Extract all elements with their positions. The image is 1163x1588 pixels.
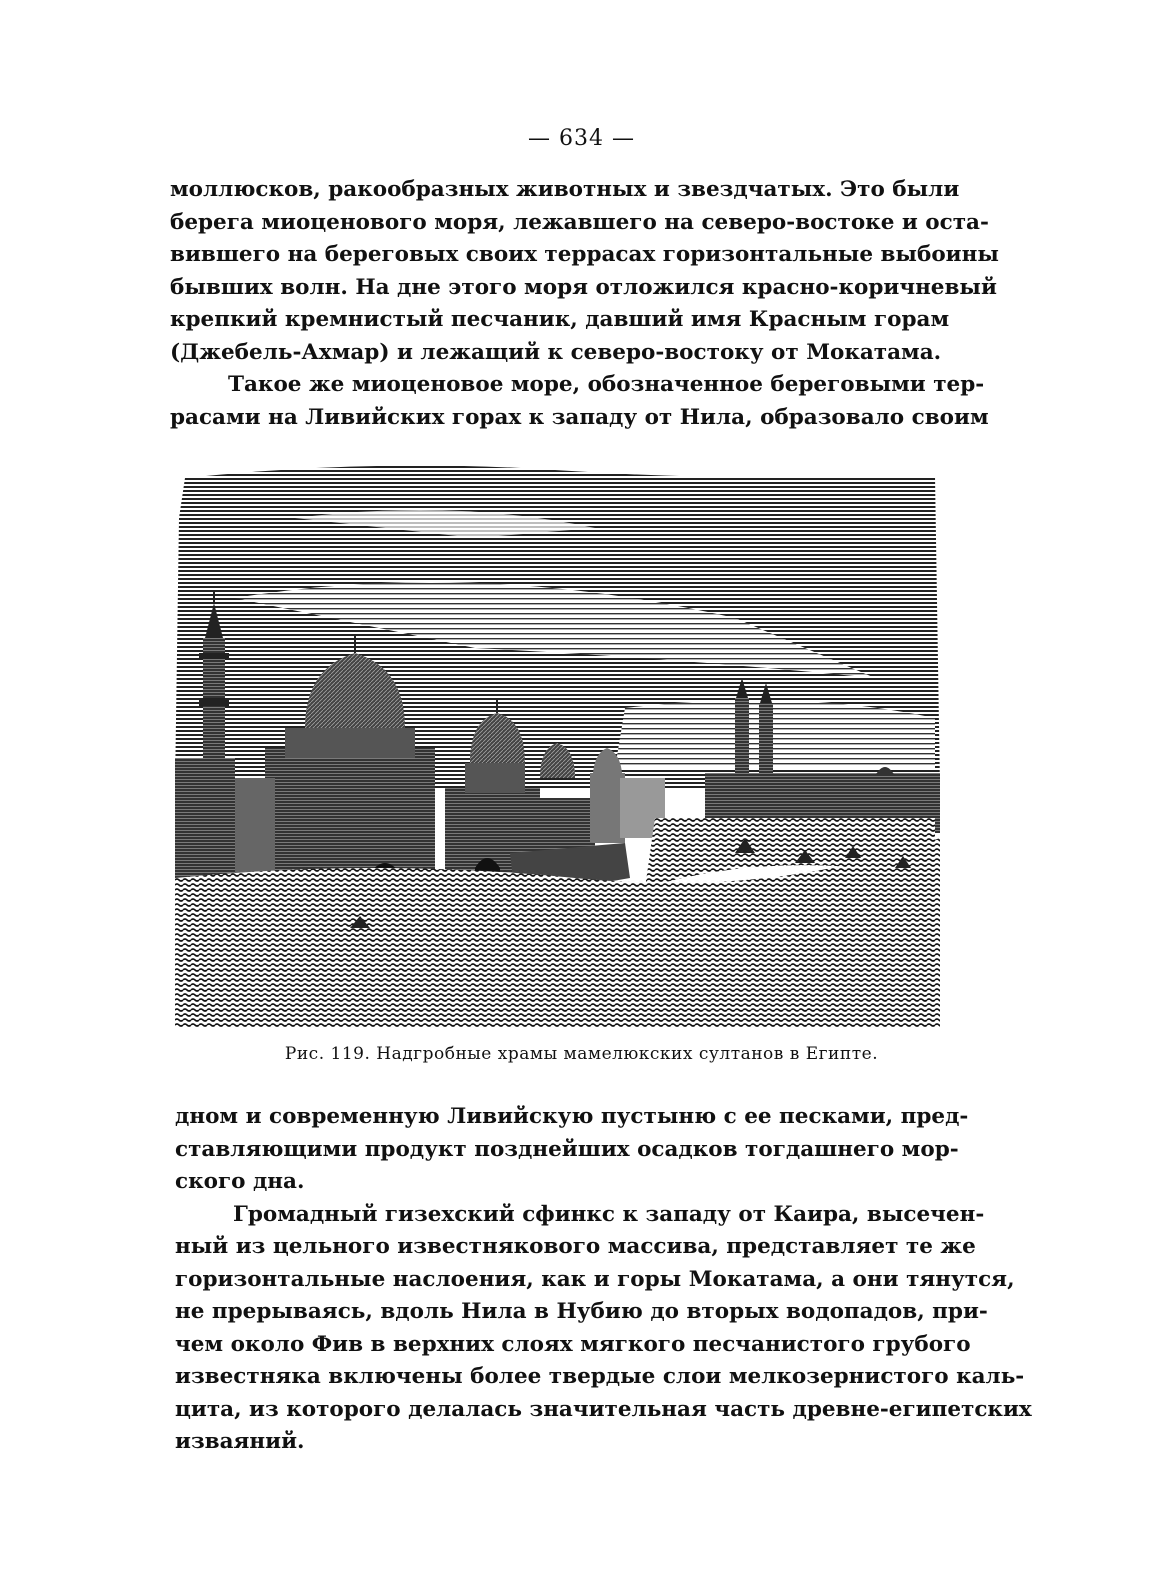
text-line: расами на Ливийских горах к западу от Нила, образовало своим bbox=[170, 404, 989, 430]
figure-caption: Рис. 119. Надгробные храмы мамелюкских султанов в Египте. bbox=[284, 1044, 879, 1064]
text-line: известняка включены более твердые слои мелкозернистого каль- bbox=[175, 1364, 1025, 1389]
text-line: чем около Фив в верхних слоях мягкого песчанистого грубого bbox=[175, 1331, 971, 1357]
text-block-bottom bbox=[175, 1101, 1032, 1459]
text-line: моллюсков, ракообразных животных и звездчатых. Это были bbox=[170, 177, 960, 202]
text-line: ского дна. bbox=[175, 1169, 305, 1194]
text-line: (Джебель-Ахмар) и лежащий к северо-востоку от Мокатама. bbox=[170, 339, 942, 365]
text-line: ставляющими продукт позднейших осадков тогдашнего мор- bbox=[175, 1136, 959, 1162]
text-line: дном и современную Ливийскую пустыню с ее песками, пред- bbox=[175, 1104, 969, 1129]
text-line: вившего на береговых своих террасах горизонтальные выбоины bbox=[170, 242, 999, 267]
page-number: — 634 — bbox=[528, 126, 635, 151]
text-line: Громадный гизехский сфинкс к западу от Каира, высечен- bbox=[233, 1201, 985, 1227]
text-line: цита, из которого делалась значительная часть древне-египетских bbox=[175, 1396, 1032, 1422]
text-line: бывших волн. На дне этого моря отложился красно-коричневый bbox=[170, 274, 997, 300]
text-line: берега миоценового моря, лежавшего на северо-востоке и оста- bbox=[170, 209, 989, 235]
text-line: ный из цельного известнякового массива, представляет те же bbox=[175, 1234, 976, 1259]
engraving-illustration bbox=[175, 458, 940, 1028]
text-line: Такое же миоценовое море, обозначенное береговыми тер- bbox=[228, 372, 985, 397]
text-line: крепкий кремнистый песчаник, давший имя Красным горам bbox=[170, 307, 950, 332]
text-line: не прерываясь, вдоль Нила в Нубию до вторых водопадов, при- bbox=[175, 1299, 988, 1324]
text-line: изваяний. bbox=[175, 1429, 305, 1454]
text-block-top bbox=[170, 174, 999, 434]
text-line: горизонтальные наслоения, как и горы Мокатама, а они тянутся, bbox=[175, 1266, 1015, 1292]
